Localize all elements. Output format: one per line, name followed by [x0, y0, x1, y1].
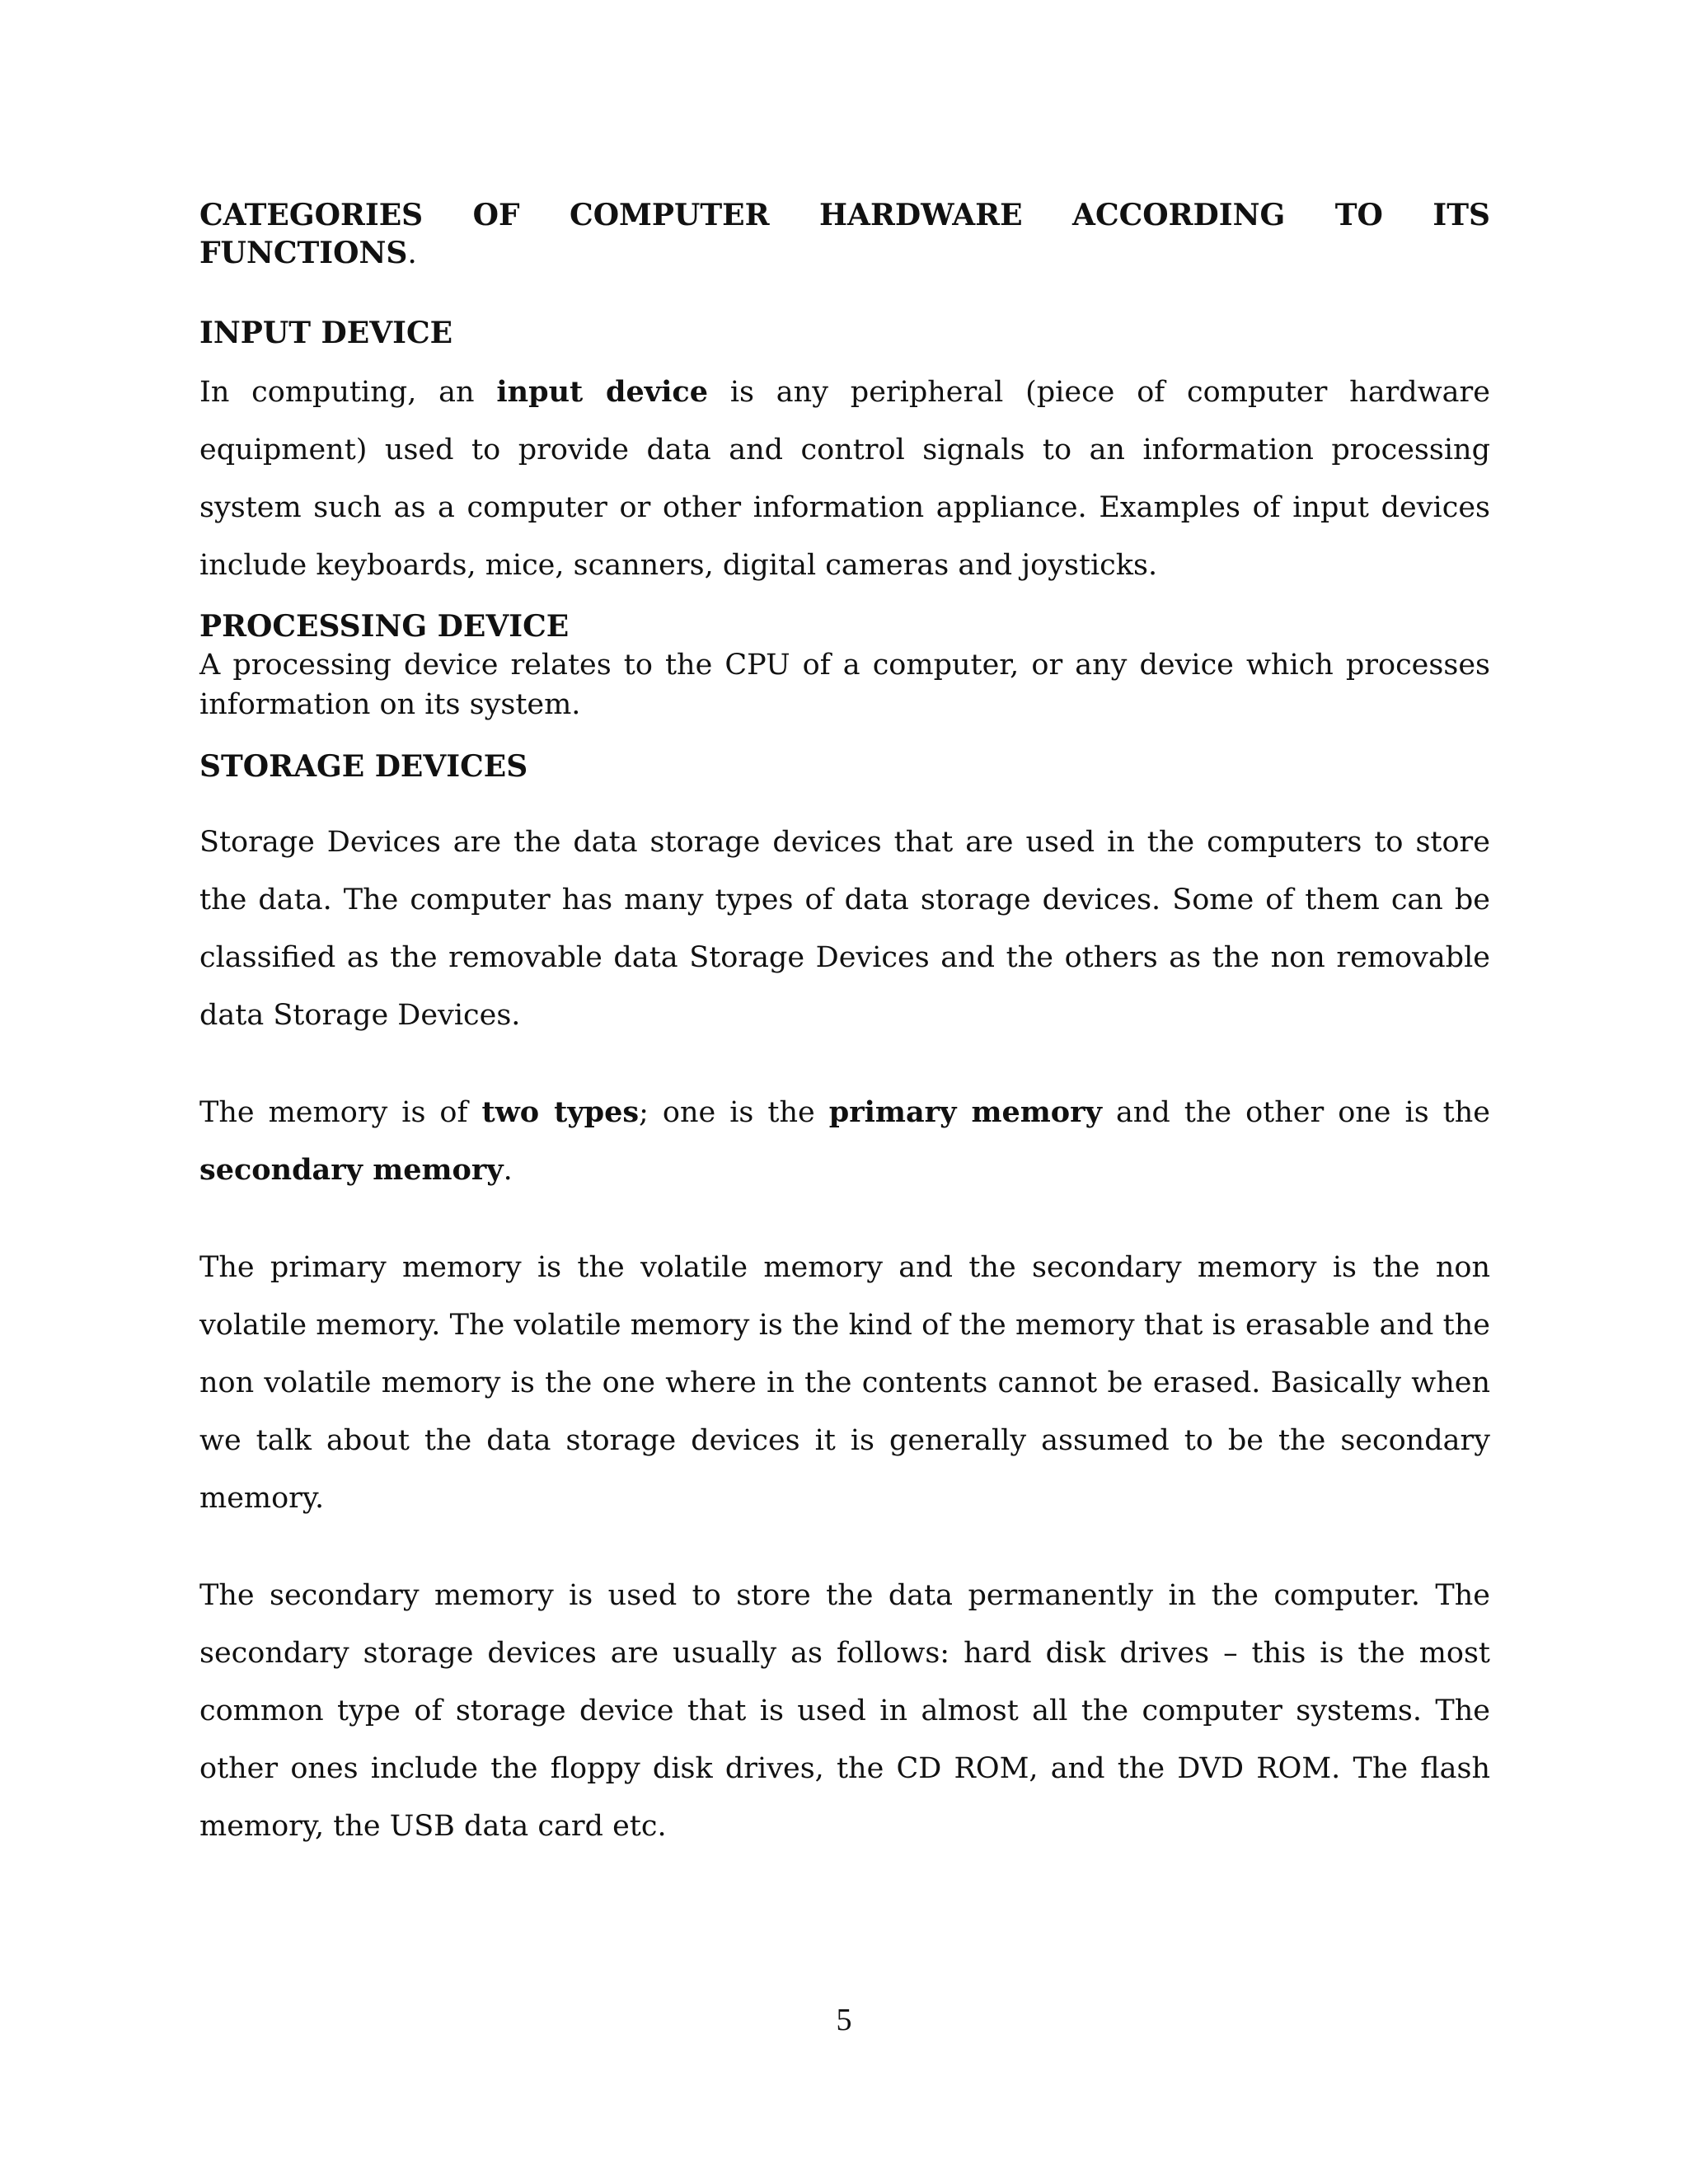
- storage-devices-heading: STORAGE DEVICES: [199, 749, 528, 784]
- storage-p2-text-e: and the other one is the: [1101, 1096, 1490, 1129]
- input-device-term: input device: [496, 375, 709, 409]
- input-device-text-1: In computing, an: [199, 376, 497, 409]
- input-device-text-2: is any peripheral (piece of computer hardware equipment) used to provide data and control signals to an information processing system such as a computer or other information appliance. Examples of input devices include keyboards, mice, scanners, digital cameras and joysticks.: [199, 376, 1490, 582]
- title-period: .: [407, 237, 417, 270]
- storage-paragraph-2: [199, 1084, 1490, 1199]
- storage-p2-text-c: ; one is the: [639, 1096, 829, 1129]
- primary-memory-term: primary memory: [828, 1095, 1102, 1129]
- secondary-memory-term: secondary memory: [199, 1153, 504, 1187]
- storage-p2-text-a: The memory is of: [199, 1096, 482, 1129]
- two-types-term: two types: [481, 1095, 640, 1129]
- title-line-1: CATEGORIES OF COMPUTER HARDWARE ACCORDING TO ITS: [199, 198, 1490, 232]
- storage-paragraph-3: The primary memory is the volatile memory and the secondary memory is the non volatile memory. The volatile memory is the kind of the memory that is erasable and the non volatile memory is the one where in the contents cannot be erased. Basically when we talk about the data storage devices it is generally assumed to be the secondary memory.: [199, 1251, 1490, 1515]
- document-title: [199, 196, 1490, 273]
- processing-device-heading: PROCESSING DEVICE: [199, 609, 570, 644]
- input-device-heading: INPUT DEVICE: [199, 316, 453, 350]
- storage-paragraph-1: Storage Devices are the data storage devices that are used in the computers to store the data. The computer has many types of data storage devices. Some of them can be classified as the removable data Storage Devices and the others as the non removable data Storage Devices.: [199, 826, 1490, 1032]
- page-number: 5: [836, 2003, 852, 2037]
- input-device-paragraph: [199, 363, 1490, 594]
- title-line-2: FUNCTIONS: [199, 236, 408, 270]
- document-page: [199, 196, 1490, 1855]
- storage-p2-text-g: .: [503, 1154, 513, 1187]
- storage-paragraph-4: The secondary memory is used to store the data permanently in the computer. The secondary storage devices are usually as follows: hard disk drives – this is the most common type of storage device that is used in almost all the computer systems. The other ones include the floppy disk drives, the CD ROM, and the DVD ROM. The flash memory, the USB data card etc.: [199, 1579, 1490, 1843]
- processing-device-paragraph: A processing device relates to the CPU of a computer, or any device which processes information on its system.: [199, 649, 1490, 721]
